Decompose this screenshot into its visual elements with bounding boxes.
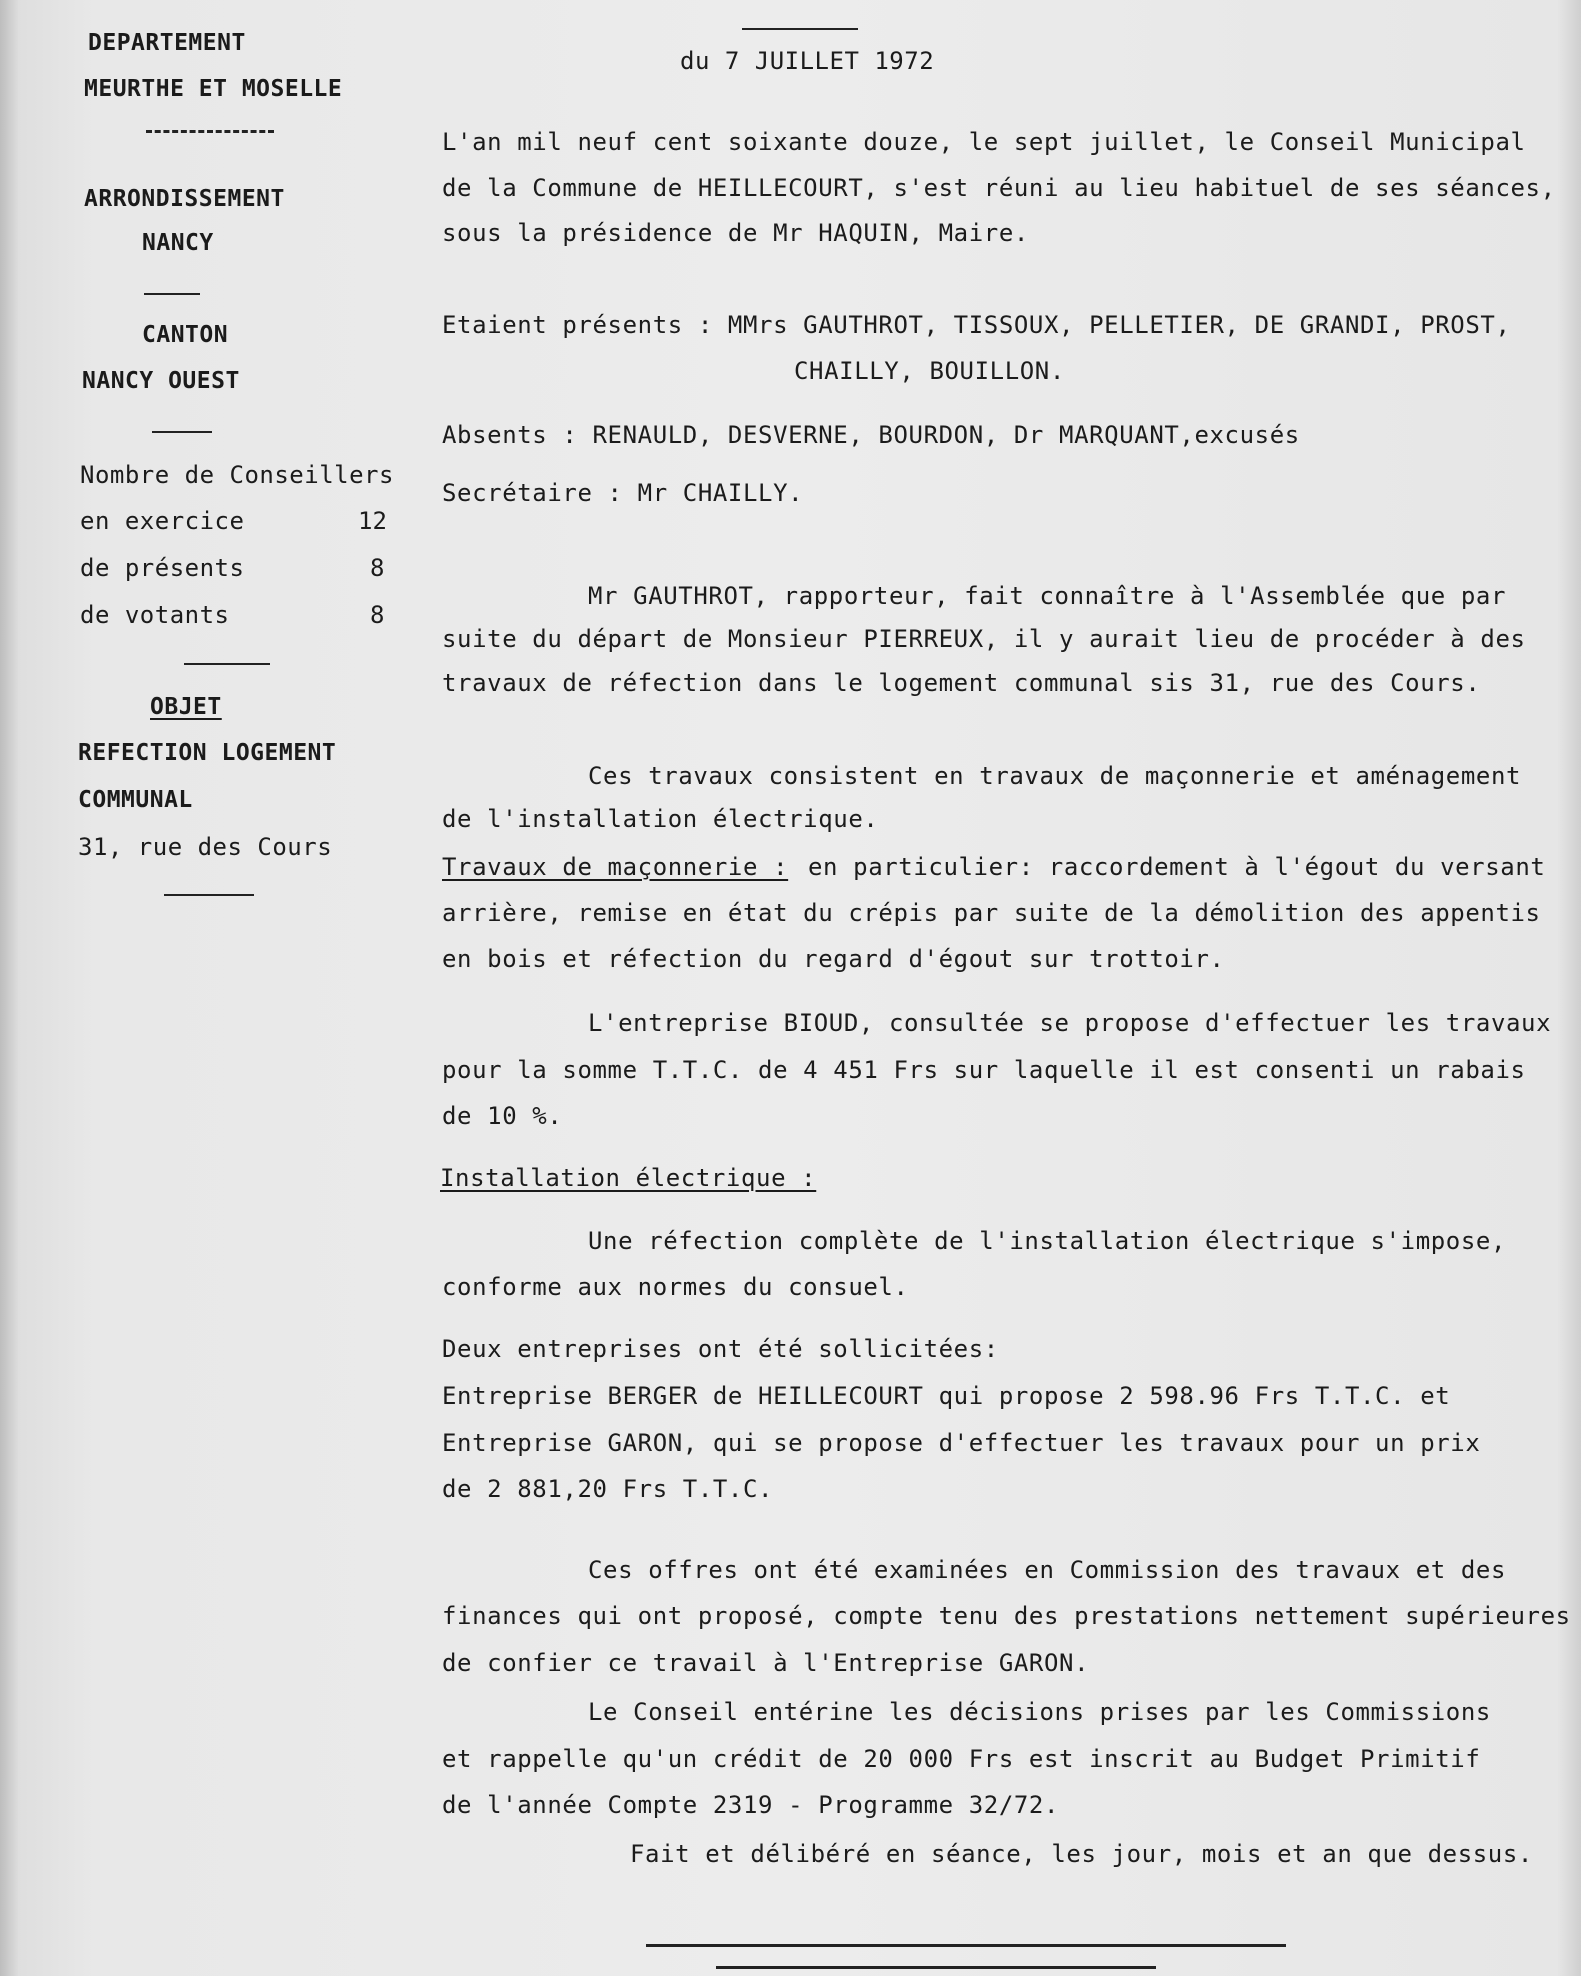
presents-line-2: CHAILLY, BOUILLON. <box>794 357 1065 385</box>
paragraph-6-line-2: finances qui ont proposé, compte tenu des prestations nettement supérieures <box>442 1602 1571 1630</box>
paragraph-6-line-1: Ces offres ont été examinées en Commission des travaux et des <box>588 1556 1507 1584</box>
paragraph-5-line-3: Entreprise GARON, qui se propose d'effectuer les travaux pour un prix <box>442 1429 1481 1457</box>
electrique-heading: Installation électrique : <box>440 1164 817 1192</box>
paragraph-1-line-3: travaux de réfection dans le logement communal sis 31, rue des Cours. <box>442 669 1481 697</box>
separator <box>144 293 200 295</box>
objet-label: OBJET <box>150 694 222 720</box>
paragraph-7-line-1: Le Conseil entérine les décisions prises par les Commissions <box>588 1698 1491 1726</box>
canton-label: CANTON <box>142 322 229 348</box>
paragraph-6-line-3: de confier ce travail à l'Entreprise GARON. <box>442 1649 1090 1677</box>
intro-line-2: de la Commune de HEILLECOURT, s'est réuni au lieu habituel de ses séances, <box>442 174 1556 202</box>
arrondissement-name: NANCY <box>142 230 214 256</box>
paragraph-5-line-2: Entreprise BERGER de HEILLECOURT qui propose 2 598.96 Frs T.T.C. et <box>442 1382 1451 1410</box>
objet-line-1: REFECTION LOGEMENT <box>78 740 337 766</box>
stat-value-presents: 8 <box>370 554 385 582</box>
page-edge-shadow <box>1557 0 1581 1976</box>
separator <box>164 894 254 896</box>
paragraph-2-line-2: de l'installation électrique. <box>442 805 879 833</box>
paragraph-4-line-1: Une réfection complète de l'installation électrique s'impose, <box>588 1227 1507 1255</box>
stat-label-presents: de présents <box>80 554 245 582</box>
paragraph-3-line-1: L'entreprise BIOUD, consultée se propose d'effectuer les travaux <box>588 1009 1552 1037</box>
maconnerie-heading: Travaux de maçonnerie : <box>442 853 789 881</box>
separator <box>146 130 274 133</box>
arrondissement-label: ARRONDISSEMENT <box>84 186 285 212</box>
paragraph-7-line-3: de l'année Compte 2319 - Programme 32/72. <box>442 1791 1060 1819</box>
paragraph-3-line-3: de 10 %. <box>442 1102 563 1130</box>
maconnerie-line-2: arrière, remise en état du crépis par suite de la démolition des appentis <box>442 899 1541 927</box>
meeting-date: du 7 JUILLET 1972 <box>680 47 935 75</box>
paragraph-1-line-1: Mr GAUTHROT, rapporteur, fait connaître à l'Assemblée que par <box>588 582 1507 610</box>
departement-label: DEPARTEMENT <box>88 30 246 56</box>
stat-label-exercice: en exercice <box>80 507 245 535</box>
maconnerie-line-3: en bois et réfection du regard d'égout sur trottoir. <box>442 945 1225 973</box>
objet-line-2: COMMUNAL <box>78 787 193 813</box>
absents-line: Absents : RENAULD, DESVERNE, BOURDON, Dr MARQUANT,excusés <box>442 421 1300 449</box>
closing-rule-lower <box>716 1966 1156 1969</box>
date-top-rule <box>742 28 858 30</box>
paragraph-5-line-4: de 2 881,20 Frs T.T.C. <box>442 1475 774 1503</box>
stat-value-exercice: 12 <box>358 507 387 535</box>
paragraph-4-line-2: conforme aux normes du consuel. <box>442 1273 909 1301</box>
separator <box>152 431 212 433</box>
intro-line-3: sous la présidence de Mr HAQUIN, Maire. <box>442 219 1029 247</box>
closing-rule <box>646 1944 1286 1947</box>
stat-value-votants: 8 <box>370 601 385 629</box>
paragraph-1-line-2: suite du départ de Monsieur PIERREUX, il y aurait lieu de procéder à des <box>442 625 1526 653</box>
paragraph-5-line-1: Deux entreprises ont été sollicitées: <box>442 1335 999 1363</box>
maconnerie-line-1: en particulier: raccordement à l'égout du versant <box>808 853 1546 881</box>
paragraph-7-line-2: et rappelle qu'un crédit de 20 000 Frs est inscrit au Budget Primitif <box>442 1745 1481 1773</box>
paragraph-2-line-1: Ces travaux consistent en travaux de maçonnerie et aménagement <box>588 762 1522 790</box>
intro-line-1: L'an mil neuf cent soixante douze, le sept juillet, le Conseil Municipal <box>442 128 1526 156</box>
presents-line-1: Etaient présents : MMrs GAUTHROT, TISSOUX, PELLETIER, DE GRANDI, PROST, <box>442 311 1511 339</box>
page-binding-shadow <box>0 0 18 1976</box>
canton-name: NANCY OUEST <box>82 368 240 394</box>
conseillers-title: Nombre de Conseillers <box>80 461 394 489</box>
stat-label-votants: de votants <box>80 601 230 629</box>
secretaire-line: Secrétaire : Mr CHAILLY. <box>442 479 804 507</box>
paragraph-3-line-2: pour la somme T.T.C. de 4 451 Frs sur laquelle il est consenti un rabais <box>442 1056 1526 1084</box>
closing-line: Fait et délibéré en séance, les jour, mois et an que dessus. <box>630 1840 1533 1868</box>
departement-name: MEURTHE ET MOSELLE <box>84 76 343 102</box>
objet-line-3: 31, rue des Cours <box>78 833 333 861</box>
separator <box>184 663 270 665</box>
